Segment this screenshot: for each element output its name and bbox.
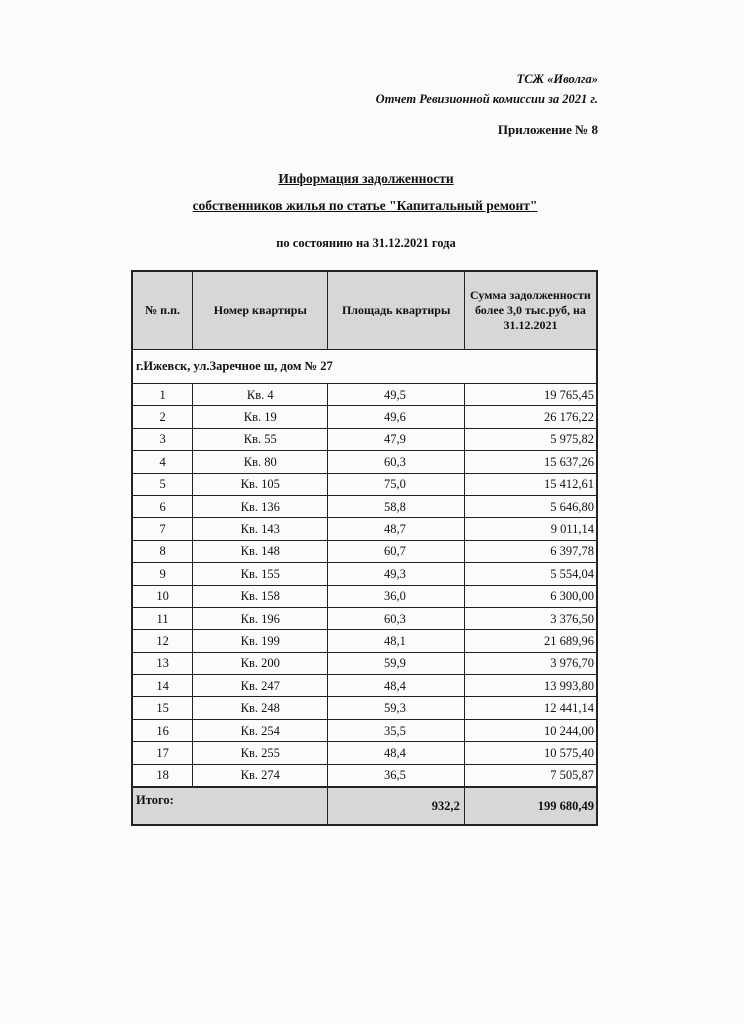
row-apartment: Кв. 155: [193, 563, 328, 585]
row-apartment: Кв. 255: [193, 742, 328, 764]
row-debt: 6 300,00: [464, 585, 597, 607]
row-apartment: Кв. 55: [193, 428, 328, 450]
total-debt: 199 680,49: [464, 787, 597, 825]
debt-table: [131, 270, 598, 826]
row-area: 48,1: [328, 630, 464, 652]
row-debt: 10 244,00: [464, 719, 597, 741]
row-apartment: Кв. 4: [193, 384, 328, 406]
row-area: 75,0: [328, 473, 464, 495]
row-debt: 5 646,80: [464, 495, 597, 517]
row-number: 14: [132, 675, 193, 697]
row-apartment: Кв. 248: [193, 697, 328, 719]
row-area: 36,0: [328, 585, 464, 607]
total-area: 932,2: [328, 787, 464, 825]
row-area: 49,5: [328, 384, 464, 406]
row-apartment: Кв. 148: [193, 540, 328, 562]
row-debt: 19 765,45: [464, 384, 597, 406]
row-area: 58,8: [328, 495, 464, 517]
total-row: [132, 787, 597, 825]
row-number: 4: [132, 451, 193, 473]
header-number: № п.п.: [132, 271, 193, 350]
row-number: 2: [132, 406, 193, 428]
organization-header: [376, 69, 598, 109]
header-apartment: Номер квартиры: [193, 271, 328, 350]
table-row: [132, 495, 597, 517]
row-area: 36,5: [328, 764, 464, 787]
row-debt: 15 412,61: [464, 473, 597, 495]
row-number: 5: [132, 473, 193, 495]
table-row: [132, 652, 597, 674]
row-number: 11: [132, 607, 193, 629]
table-row: [132, 697, 597, 719]
section-address: г.Ижевск, ул.Заречное ш, дом № 27: [132, 350, 597, 384]
row-area: 60,3: [328, 451, 464, 473]
report-name: Отчет Ревизионной комиссии за 2021 г.: [375, 92, 598, 106]
row-number: 18: [132, 764, 193, 787]
document-title-line2: собственников жилья по статье "Капитальный ремонт": [192, 198, 538, 213]
table-row: [132, 742, 597, 764]
row-area: 59,3: [328, 697, 464, 719]
row-apartment: Кв. 158: [193, 585, 328, 607]
row-number: 12: [132, 630, 193, 652]
row-area: 48,4: [328, 742, 464, 764]
table-header-row: [132, 271, 597, 350]
table-row: [132, 563, 597, 585]
row-number: 8: [132, 540, 193, 562]
row-area: 35,5: [328, 719, 464, 741]
row-debt: 10 575,40: [464, 742, 597, 764]
row-number: 10: [132, 585, 193, 607]
row-area: 60,7: [328, 540, 464, 562]
header-debt: Сумма задолженности более 3,0 тыс.руб, на 31.12.2021: [464, 271, 597, 350]
row-number: 17: [132, 742, 193, 764]
row-apartment: Кв. 247: [193, 675, 328, 697]
row-apartment: Кв. 105: [193, 473, 328, 495]
row-number: 16: [132, 719, 193, 741]
document-title-line1: Информация задолженности: [278, 171, 454, 186]
table-row: [132, 675, 597, 697]
row-area: 47,9: [328, 428, 464, 450]
annex-label: Приложение № 8: [497, 122, 598, 137]
row-apartment: Кв. 200: [193, 652, 328, 674]
row-debt: 21 689,96: [464, 630, 597, 652]
row-number: 1: [132, 384, 193, 406]
row-area: 48,7: [328, 518, 464, 540]
table-row: [132, 585, 597, 607]
row-debt: 3 376,50: [464, 607, 597, 629]
table-row: [132, 406, 597, 428]
row-apartment: Кв. 80: [193, 451, 328, 473]
row-apartment: Кв. 143: [193, 518, 328, 540]
row-debt: 26 176,22: [464, 406, 597, 428]
row-area: 48,4: [328, 675, 464, 697]
row-apartment: Кв. 196: [193, 607, 328, 629]
row-number: 3: [132, 428, 193, 450]
table-row: [132, 764, 597, 787]
table-row: [132, 719, 597, 741]
row-area: 60,3: [328, 607, 464, 629]
row-number: 7: [132, 518, 193, 540]
table-row: [132, 473, 597, 495]
row-debt: 12 441,14: [464, 697, 597, 719]
row-debt: 5 554,04: [464, 563, 597, 585]
header-area: Площадь квартиры: [328, 271, 464, 350]
row-debt: 6 397,78: [464, 540, 597, 562]
row-debt: 7 505,87: [464, 764, 597, 787]
row-apartment: Кв. 136: [193, 495, 328, 517]
row-apartment: Кв. 274: [193, 764, 328, 787]
row-debt: 5 975,82: [464, 428, 597, 450]
row-apartment: Кв. 19: [193, 406, 328, 428]
total-label: Итого:: [132, 787, 328, 825]
row-number: 13: [132, 652, 193, 674]
row-debt: 13 993,80: [464, 675, 597, 697]
org-name: ТСЖ «Иволга»: [516, 72, 598, 86]
row-number: 6: [132, 495, 193, 517]
row-area: 49,3: [328, 563, 464, 585]
row-apartment: Кв. 254: [193, 719, 328, 741]
table-row: [132, 384, 597, 406]
row-area: 59,9: [328, 652, 464, 674]
row-debt: 15 637,26: [464, 451, 597, 473]
table-row: [132, 451, 597, 473]
table-row: [132, 428, 597, 450]
row-area: 49,6: [328, 406, 464, 428]
as-of-date: по состоянию на 31.12.2021 года: [276, 236, 456, 250]
table-row: [132, 540, 597, 562]
table-row: [132, 630, 597, 652]
row-apartment: Кв. 199: [193, 630, 328, 652]
row-debt: 3 976,70: [464, 652, 597, 674]
row-debt: 9 011,14: [464, 518, 597, 540]
table-row: [132, 518, 597, 540]
row-number: 9: [132, 563, 193, 585]
row-number: 15: [132, 697, 193, 719]
section-row: [132, 350, 597, 384]
table-row: [132, 607, 597, 629]
